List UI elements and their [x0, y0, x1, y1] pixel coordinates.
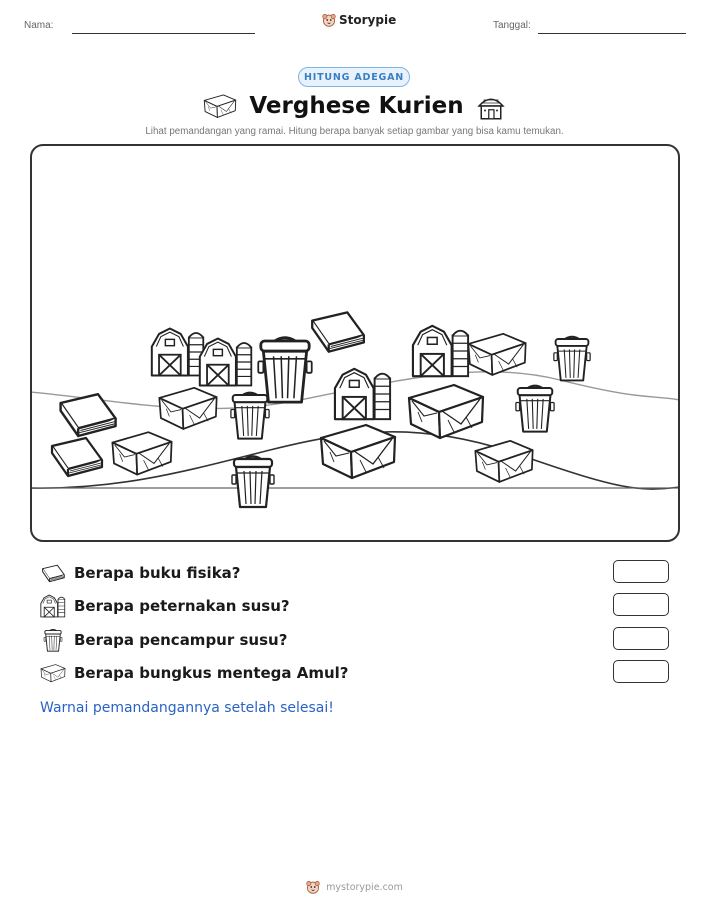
barn-icon: [40, 594, 66, 618]
barn-icon: [200, 339, 251, 386]
barn-icon: [152, 329, 203, 376]
milk-can-icon: [258, 338, 311, 402]
milk-can-icon: [554, 337, 590, 381]
milk-can-icon: [516, 386, 554, 432]
book-icon: [312, 312, 364, 351]
milk-can-icon: [231, 393, 269, 439]
page-title: Verghese Kurien: [249, 93, 464, 119]
question-row: [40, 661, 349, 685]
title-row: [0, 92, 709, 120]
answer-box-butter[interactable]: [613, 660, 669, 683]
question-text: Berapa peternakan susu?: [74, 597, 290, 615]
butter-package-icon: [159, 388, 216, 429]
question-text: Berapa buku fisika?: [74, 564, 241, 582]
answer-box-books[interactable]: [613, 560, 669, 583]
question-row: [40, 594, 290, 618]
activity-badge: HITUNG ADEGAN: [298, 67, 410, 87]
footer: [0, 880, 709, 894]
question-text: Berapa bungkus mentega Amul?: [74, 664, 349, 682]
house-icon: [476, 92, 506, 120]
date-line[interactable]: [538, 33, 686, 34]
butter-package-icon: [203, 93, 237, 119]
question-row: [40, 561, 241, 585]
butter-package-icon: [40, 662, 66, 684]
storypie-logo-icon: [322, 13, 336, 27]
question-row: [40, 628, 287, 652]
barn-icon: [413, 326, 468, 376]
book-icon: [40, 562, 66, 584]
butter-package-icon: [468, 334, 525, 375]
storypie-logo-icon: [306, 880, 320, 894]
scene-panel[interactable]: [30, 144, 680, 542]
answer-box-milk-cans[interactable]: [613, 627, 669, 650]
milk-can-icon: [40, 628, 66, 652]
butter-package-icon: [321, 425, 395, 478]
coloring-note: Warnai pemandangannya setelah selesai!: [40, 700, 334, 716]
barn-icon: [335, 369, 390, 419]
logo-text: Storypie: [339, 13, 397, 27]
instructions: Lihat pemandangan yang ramai. Hitung berapa banyak setiap gambar yang bisa kamu temukan.: [145, 126, 564, 137]
name-label: Nama:: [24, 20, 54, 31]
answer-box-dairy-farms[interactable]: [613, 593, 669, 616]
butter-package-icon: [409, 385, 483, 438]
butter-package-icon: [475, 441, 532, 482]
storypie-logo: [322, 13, 396, 27]
butter-package-icon: [112, 432, 171, 474]
scene-drawing: [30, 144, 680, 542]
footer-url[interactable]: mystorypie.com: [326, 881, 403, 893]
book-icon: [52, 438, 102, 476]
name-line[interactable]: [72, 33, 255, 34]
date-label: Tanggal:: [493, 20, 531, 31]
milk-can-icon: [232, 457, 274, 508]
question-text: Berapa pencampur susu?: [74, 631, 288, 649]
